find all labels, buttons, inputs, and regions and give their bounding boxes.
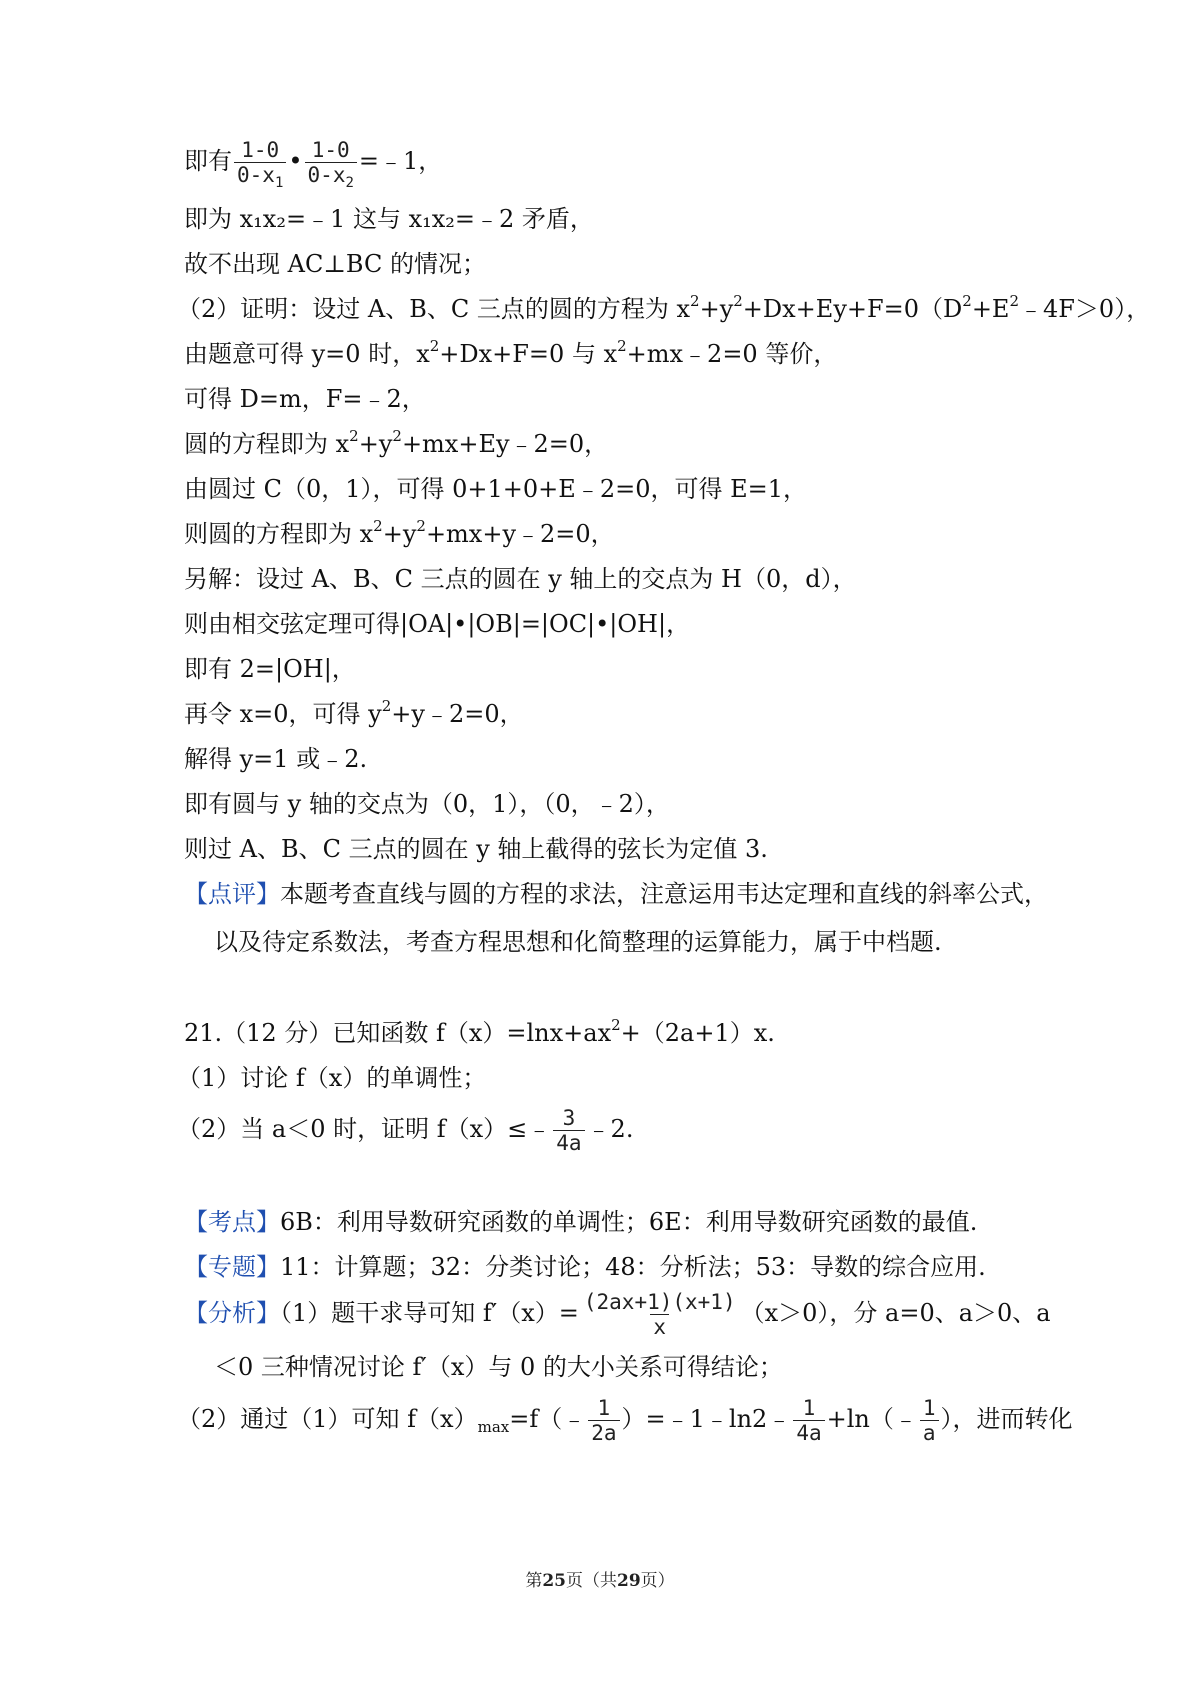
superscript: 2	[617, 337, 627, 355]
text: +Dx+F=0 与 x	[439, 340, 618, 368]
text: 11：计算题；32：分类讨论；48：分析法；53：导数的综合应用.	[280, 1253, 986, 1281]
text: 再令 x=0，可得 y	[184, 700, 382, 728]
review-tag: 【点评】	[184, 880, 280, 908]
denominator	[305, 162, 357, 191]
line-15: 即有圆与 y 轴的交点为（0，1），（0，﹣2），	[184, 790, 670, 818]
den-text: 0-x	[307, 163, 346, 187]
text: 即有	[184, 147, 232, 175]
line-5	[184, 338, 837, 370]
text: +mx﹣2=0 等价，	[626, 340, 838, 368]
text: +（2a+1）x.	[620, 1019, 775, 1047]
line-12: 即有 2=|OH|，	[184, 655, 356, 683]
superscript: 2	[349, 427, 359, 445]
fenxi-line-2: ＜0 三种情况讨论 f′（x）与 0 的大小关系可得结论；	[214, 1353, 783, 1381]
denominator: x	[650, 1314, 669, 1339]
text: +ln（﹣	[826, 1405, 918, 1433]
denominator: a	[920, 1420, 939, 1445]
denominator	[234, 162, 286, 191]
line-9	[184, 518, 615, 550]
numerator: 1-0	[311, 138, 350, 162]
text: ﹣2.	[586, 1115, 634, 1143]
line-3: 故不出现 AC⊥BC 的情况；	[184, 250, 486, 278]
text: （1）题干求导可知 f′（x）=	[280, 1299, 579, 1327]
line-2: 即为 x₁x₂=﹣1 这与 x₁x₂=﹣2 矛盾，	[184, 205, 594, 233]
kaodian-tag: 【考点】	[184, 1208, 280, 1236]
line-10: 另解：设过 A、B、C 三点的圆在 y 轴上的交点为 H（0，d），	[184, 565, 857, 593]
footer-text: 第	[525, 1571, 543, 1591]
fraction	[793, 1396, 824, 1445]
superscript: 2	[373, 517, 383, 535]
text: 本题考查直线与圆的方程的求法，注意运用韦达定理和直线的斜率公式，	[280, 880, 1048, 908]
fenxi-line-3	[177, 1396, 1073, 1445]
numerator: 1	[802, 1396, 816, 1420]
text: 由题意可得 y=0 时，x	[184, 340, 430, 368]
text: +Dx+Ey+F=0（D	[742, 295, 963, 323]
text: ），进而转化	[940, 1405, 1073, 1433]
question-21-part-1: （1）讨论 f（x）的单调性；	[177, 1064, 487, 1092]
footer-text: 页（共	[566, 1571, 617, 1591]
superscript: 2	[381, 697, 392, 715]
question-21	[184, 1017, 775, 1049]
superscript: 2	[962, 292, 972, 310]
text: （2）通过（1）可知 f（x）	[177, 1405, 478, 1433]
footer-text: 页）	[640, 1571, 675, 1591]
fenxi-tag: 【分析】	[184, 1299, 280, 1327]
text: （2）证明：设过 A、B、C 三点的圆的方程为 x	[177, 295, 691, 323]
den-sub: 1	[274, 175, 284, 191]
denominator: 4a	[553, 1130, 584, 1155]
text: （x＞0），分 a=0、a＞0、a	[740, 1299, 1051, 1327]
page-number: 25	[542, 1571, 566, 1591]
text: +E	[971, 295, 1010, 323]
numerator: 1	[922, 1396, 936, 1420]
text: ）=﹣1﹣ln2﹣	[621, 1405, 792, 1433]
numerator: 1-0	[241, 138, 280, 162]
superscript: 2	[1009, 292, 1019, 310]
superscript: 2	[392, 427, 402, 445]
den-text: 0-x	[237, 163, 275, 187]
superscript: 2	[429, 337, 440, 355]
den-sub: 2	[345, 175, 354, 191]
denominator: 2a	[588, 1420, 619, 1445]
line-4	[177, 293, 1150, 325]
fraction	[581, 1290, 739, 1339]
line-1	[184, 138, 443, 191]
text: =﹣1，	[358, 147, 443, 175]
numerator: 1	[597, 1396, 611, 1420]
fraction	[920, 1396, 939, 1445]
kaodian-line	[184, 1206, 977, 1238]
text: （2）当 a＜0 时，证明 f（x）≤﹣	[177, 1115, 552, 1143]
superscript: 2	[733, 292, 743, 310]
fraction	[305, 138, 357, 191]
text: +y﹣2=0，	[391, 700, 524, 728]
superscript: 2	[690, 292, 700, 310]
text: +mx+y﹣2=0，	[425, 520, 615, 548]
line-11: 则由相交弦定理可得|OA|•|OB|=|OC|•|OH|，	[184, 610, 691, 638]
text: 圆的方程即为 x	[184, 430, 350, 458]
superscript: 2	[611, 1016, 621, 1034]
line-8: 由圆过 C（0，1），可得 0+1+0+E﹣2=0，可得 E=1，	[184, 475, 807, 503]
fraction	[553, 1106, 584, 1155]
line-7	[184, 428, 608, 460]
numerator: 3	[562, 1106, 576, 1130]
line-16: 则过 A、B、C 三点的圆在 y 轴上截得的弦长为定值 3.	[184, 835, 768, 863]
text: 则圆的方程即为 x	[184, 520, 374, 548]
line-6: 可得 D=m，F=﹣2，	[184, 385, 426, 413]
text: 6B：利用导数研究函数的单调性；6E：利用导数研究函数的最值.	[280, 1208, 978, 1236]
zhuanti-tag: 【专题】	[184, 1253, 280, 1281]
review-line-1	[184, 878, 1048, 910]
text: +mx+Ey﹣2=0，	[401, 430, 609, 458]
line-14: 解得 y=1 或﹣2.	[184, 745, 368, 773]
fraction	[588, 1396, 619, 1445]
zhuanti-line	[184, 1251, 986, 1283]
question-21-part-2	[177, 1106, 633, 1155]
text: +y	[358, 430, 393, 458]
text: 21.（12 分）已知函数 f（x）=lnx+ax	[184, 1019, 612, 1047]
fraction	[234, 138, 286, 191]
fenxi-line-1	[184, 1290, 1051, 1339]
page-footer	[0, 1566, 1200, 1591]
dot: •	[288, 147, 303, 175]
text: +y	[699, 295, 734, 323]
total-pages: 29	[617, 1571, 641, 1591]
line-13	[184, 698, 524, 730]
superscript: 2	[416, 517, 426, 535]
text: +y	[382, 520, 417, 548]
text: ﹣4F＞0），	[1019, 295, 1151, 323]
numerator: (2ax+1)(x+1)	[583, 1290, 736, 1314]
text: =f（﹣	[509, 1405, 587, 1433]
subscript: max	[477, 1418, 510, 1436]
review-line-2: 以及待定系数法，考查方程思想和化简整理的运算能力，属于中档题.	[214, 928, 942, 956]
denominator: 4a	[793, 1420, 824, 1445]
